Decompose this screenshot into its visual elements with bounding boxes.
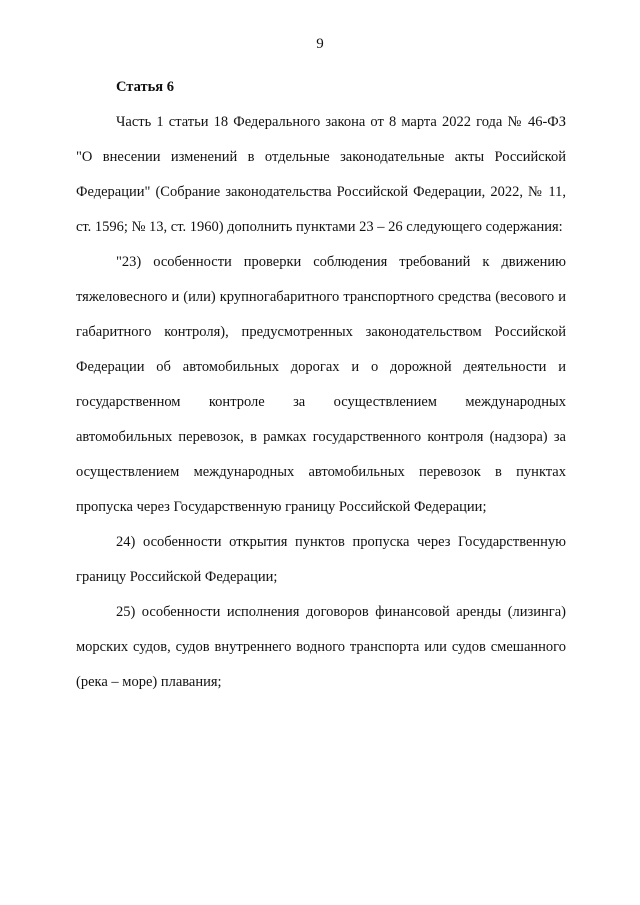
- paragraph-item-24: 24) особенности открытия пунктов пропуска через Государственную границу Российской Федерации;: [76, 533, 566, 585]
- paragraph-item-23: "23) особенности проверки соблюдения требований к движению тяжеловесного и (или) крупногабаритного транспортного средства (весового и габаритного контроля), предусмотренных законодательством Российской Федерации об автомобильных дорогах и о дорожной деятельности и государственном контроле за осуществлением международных автомобильных перевозок, в рамках государственного контроля (надзора) за осуществлением международных автомобильных перевозок в пунктах пропуска через Государственную границу Российской Федерации;: [76, 253, 566, 515]
- paragraph-intro: Часть 1 статьи 18 Федерального закона от 8 марта 2022 года № 46-ФЗ "О внесении изменений в отдельные законодательные акты Российской Федерации" (Собрание законодательства Российской Федерации, 2022, № 11, ст. 1596; № 13, ст. 1960) дополнить пунктами 23 – 26 следующего содержания:: [76, 113, 566, 235]
- document-body: [76, 70, 566, 700]
- article-heading: Статья 6: [116, 79, 174, 95]
- page-number: 9: [316, 36, 324, 52]
- paragraph-item-25: 25) особенности исполнения договоров финансовой аренды (лизинга) морских судов, судов внутреннего водного транспорта или судов смешанного (река – море) плавания;: [76, 603, 566, 690]
